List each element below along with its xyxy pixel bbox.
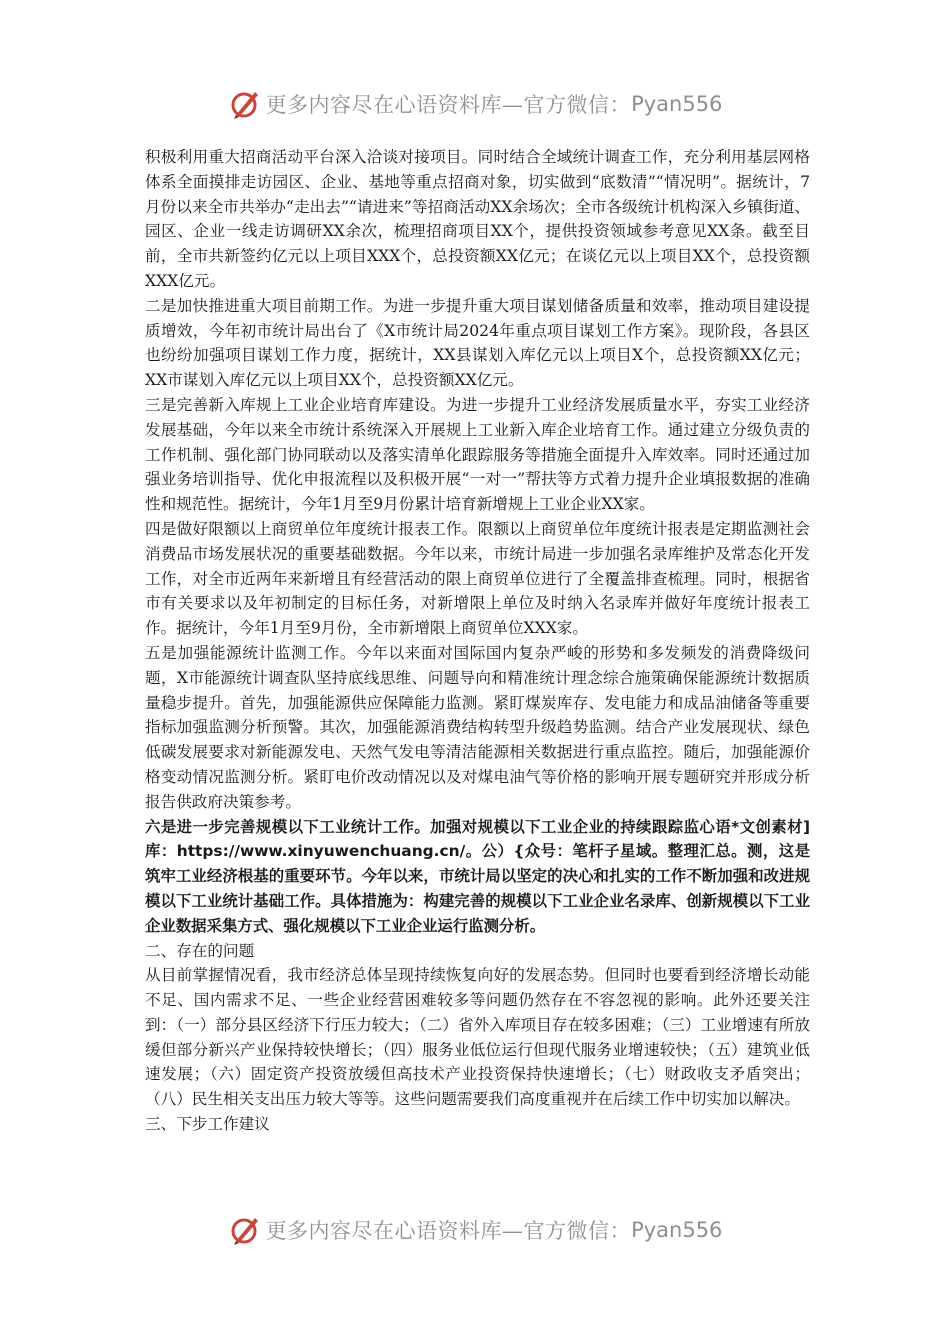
header-watermark-banner: [0, 84, 950, 124]
paragraph-industrial-enterprises: 三是完善新入库规上工业企业培育库建设。为进一步提升工业经济发展质量水平，夯实工业经济发展基础，今年以来全市统计系统深入开展规上工业新入库企业培育工作。通过建立分级负责的工作机制、强化部门协同联动以及落实清单化跟踪服务等措施全面提升入库效率。同时还通过加强业务培训指导、优化申报流程以及积极开展“一对一”帮扶等方式着力提升企业填报数据的准确性和规范性。据统计，今年1月至9月份累计培育新增规上工业企业XX家。: [145, 395, 810, 514]
banner-text: 更多内容尽在心语资料库—官方微信：: [265, 1219, 632, 1243]
section-heading-problems: 二、存在的问题: [145, 941, 255, 960]
banner-text: 更多内容尽在心语资料库—官方微信：: [265, 93, 632, 117]
paragraph-small-industry: 六是进一步完善规模以下工业统计工作。加强对规模以下工业企业的持续跟踪监心语*文创素材]库：https://www.xinyuwenchuang.cn/。公）{众号：笔杆子星域。整理汇总。测，这是筑牢工业经济根基的重要环节。今年以来，市统计局以坚定的决心和扎实的工作不断加强和改进规模以下工业统计基础工作。具体措施为：构建完善的规模以下工业企业名录库、创新规模以下工业企业数据采集方式、强化规模以下工业企业运行监测分析。: [145, 817, 810, 935]
paragraph-trade-units: 四是做好限额以上商贸单位年度统计报表工作。限额以上商贸单位年度统计报表是定期监测社会消费品市场发展状况的重要基础数据。今年以来，市统计局进一步加强名录库维护及常态化开发工作，对全市近两年来新增且有经营活动的限上商贸单位进行了全覆盖排查梳理。同时，根据省市有关要求以及年初制定的目标任务，对新增限上单位及时纳入名录库并做好年度统计报表工作。据统计，今年1月至9月份，全市新增限上商贸单位XXX家。: [145, 519, 810, 638]
pen-logo-icon: [228, 87, 262, 121]
paragraph-major-projects: 二是加快推进重大项目前期工作。为进一步提升重大项目谋划储备质量和效率，推动项目建设提质增效，今年初市统计局出台了《X市统计局2024年重点项目谋划工作方案》。现阶段，各县区也纷纷加强项目谋划工作力度，据统计，XX县谋划入库亿元以上项目X个，总投资额XX亿元；XX市谋划入库亿元以上项目XX个，总投资额XX亿元。: [145, 296, 810, 390]
banner-wechat-id: Pyan556: [631, 1218, 723, 1242]
section-heading-suggestions: 三、下步工作建议: [145, 1115, 270, 1134]
footer-watermark-banner: [0, 1210, 950, 1250]
pen-logo-icon: [228, 1213, 262, 1247]
paragraph-energy-monitoring: 五是加强能源统计监测工作。今年以来面对国际国内复杂严峻的形势和多发频发的消费降级问题，X市能源统计调查队坚持底线思维、问题导向和精准统计理念综合施策确保能源统计数据质量稳步提升。首先，加强能源供应保障能力监测。紧盯煤炭库存、发电能力和成品油储备等重要指标加强监测分析预警。其次，加强能源消费结构转型升级趋势监测。结合产业发展现状、绿色低碳发展要求对新能源发电、天然气发电等清洁能源相关数据进行重点监控。随后，加强能源价格变动情况监测分析。紧盯电价改动情况以及对煤电油气等价格的影响开展专题研究并形成分析报告供政府决策参考。: [145, 643, 810, 811]
banner-wechat-id: Pyan556: [631, 92, 723, 116]
document-body: [145, 145, 810, 1137]
paragraph-problems: 从目前掌握情况看，我市经济总体呈现持续恢复向好的发展态势。但同时也要看到经济增长动能不足、国内需求不足、一些企业经营困难较多等问题仍然存在不容忽视的影响。此外还要关注到：（一）部分县区经济下行压力较大；（二）省外入库项目存在较多困难；（三）工业增速有所放缓但部分新兴产业保持较快增长；（四）服务业低位运行但现代服务业增速较快；（五）建筑业低速发展；（六）固定资产投资放缓但高技术产业投资保持快速增长；（七）财政收支矛盾突出；（八）民生相关支出压力较大等等。这些问题需要我们高度重视并在后续工作中切实加以解决。: [145, 966, 810, 1109]
paragraph-investment-promotion: 积极利用重大招商活动平台深入洽谈对接项目。同时结合全域统计调查工作，充分利用基层网格体系全面摸排走访园区、企业、基地等重点招商对象，切实做到“底数清”“情况明”。据统计，7月份以来全市共举办“走出去”“请进来”等招商活动XX余场次；全市各级统计机构深入乡镇街道、园区、企业一线走访调研XX余次，梳理招商项目XX个，提供投资领域参考意见XX条。截至目前，全市共新签约亿元以上项目XXX个，总投资额XX亿元；在谈亿元以上项目XX个，总投资额XXX亿元。: [145, 148, 810, 290]
